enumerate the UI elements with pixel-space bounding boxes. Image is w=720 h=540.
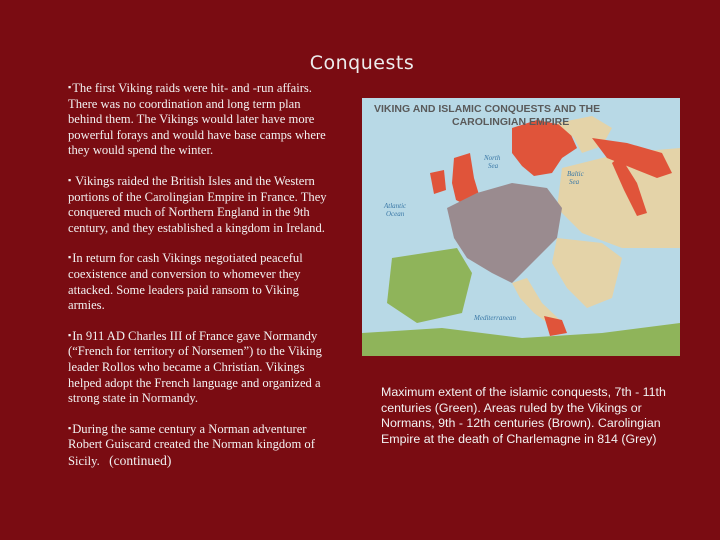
bullet-icon: ▪ xyxy=(68,82,72,92)
slide-title: Conquests xyxy=(309,52,415,74)
bullet-item: ▪During the same century a Norman adventurer Robert Guiscard created the Norman kingdom of Sicily. (continued) xyxy=(68,421,315,468)
bullet-icon: ▪ xyxy=(68,329,72,340)
bullet-item: ▪ Vikings raided the British Isles and the Western portions of the Carolingian Empire in France. They conquered much of Northern England in the 9th century, and they established a kingdom in Ireland. xyxy=(68,173,327,235)
map-graphic xyxy=(362,98,680,356)
map-title-line1: VIKING AND ISLAMIC CONQUESTS AND THE xyxy=(374,103,601,115)
bullet-item: ▪In 911 AD Charles III of France gave Normandy (“French for territory of Norsemen”) to the Viking leader Rollos who became a Christian. Vikings helped adopt the French language and organized a strong state in Normandy. xyxy=(68,328,322,406)
mediterranean-label: Mediterranean xyxy=(474,314,516,322)
bullet-icon: ▪ xyxy=(68,174,72,185)
map-caption: Maximum extent of the islamic conquests, 7th - 11th centuries (Green). Areas ruled by the Vikings or Normans, 9th - 12th centuries (Brown). Carolingian Empire at the death of Charlemagne in 814 (Grey) xyxy=(381,385,666,446)
north-sea-label-line2: Sea xyxy=(488,162,499,170)
bullet-list xyxy=(68,80,336,483)
map-title-line2: CAROLINGIAN EMPIRE xyxy=(452,116,570,128)
slide xyxy=(2,2,718,538)
north-sea-label: North xyxy=(484,154,501,162)
bullet-icon: ▪ xyxy=(68,422,72,433)
atlantic-label: Atlantic xyxy=(384,202,407,210)
baltic-sea-label: Baltic xyxy=(567,170,584,178)
historical-map xyxy=(362,98,680,356)
bullet-icon: ▪ xyxy=(68,252,72,263)
continued-note: (continued) xyxy=(109,452,172,468)
atlantic-label-line2: Ocean xyxy=(386,210,405,218)
bullet-item: ▪The first Viking raids were hit- and -run affairs. There was no coordination and long term plan behind them. The Vikings would later have more powerful forays and would have base camps where they would spend the winter. xyxy=(68,81,326,158)
baltic-sea-label-line2: Sea xyxy=(569,178,580,186)
bullet-item: ▪In return for cash Vikings negotiated peaceful coexistence and conversion to whomever they attacked. Some leaders paid ransom to Viking armies. xyxy=(68,251,303,313)
